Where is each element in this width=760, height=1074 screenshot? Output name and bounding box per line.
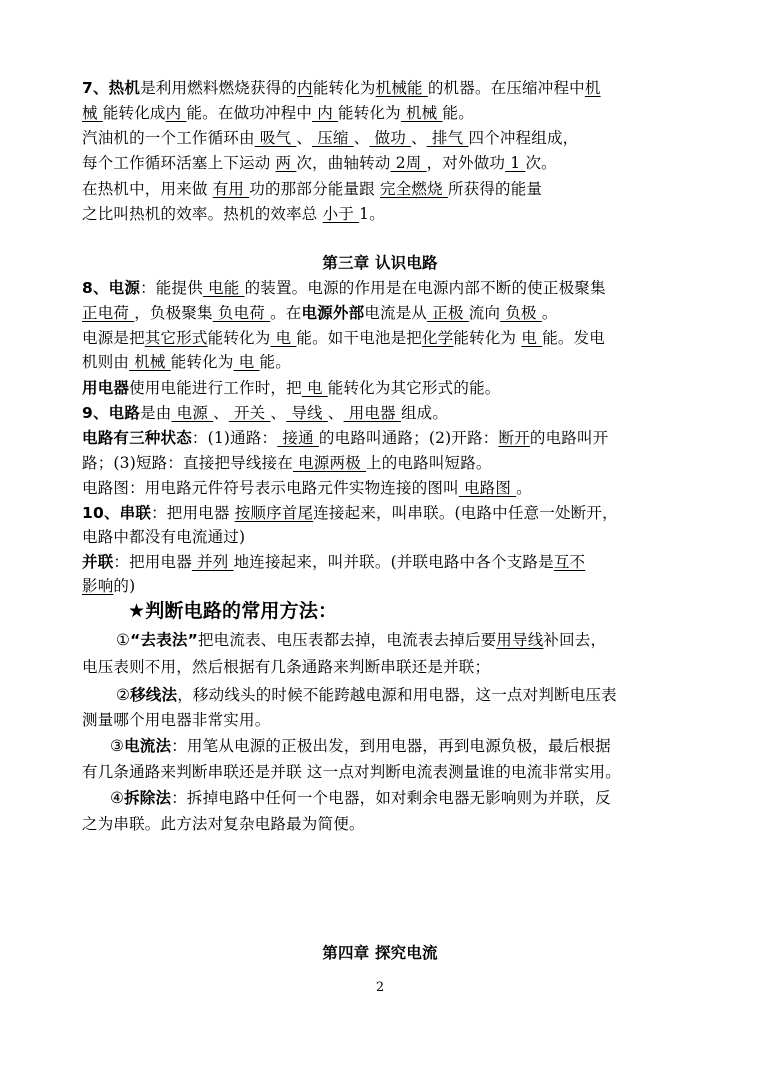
sec9-line1: 9、电路是由 电源 、 开关 、 导线 、 用电器 组成。: [82, 404, 449, 422]
blank-answer: 导线: [286, 404, 328, 422]
term-appliance: 用电器: [82, 379, 130, 397]
term-circuit: 9、电路: [82, 404, 141, 422]
blank-answer: 互不: [553, 553, 586, 571]
blank-answer: 影响: [82, 577, 114, 595]
method1-line1: ①“去表法”把电流表、电压表都去掉，电流表去掉后要用导线补回去，: [116, 631, 607, 649]
sec9-line3: 路；(3)短路：直接把导线接在 电源两极 上的电路叫短路。: [82, 454, 492, 472]
blank-answer: 正极: [427, 304, 469, 322]
method1-line2: 电压表则不用，然后根据有几条通路来判断串联还是并联；: [82, 658, 491, 676]
sec10-line3: 并联：把用电器 并列 地连接起来，叫并联。(并联电路中各个支路是互不: [82, 553, 586, 571]
blank-answer: 机: [584, 79, 601, 97]
blank-answer: 机械: [129, 353, 171, 371]
blank-answer: 断开: [498, 429, 530, 447]
sec9-line2: 电路有三种状态：(1)通路： 接通 的电路叫通路；(2)开路：断开的电路叫开: [82, 429, 609, 447]
blank-answer: 内: [165, 104, 187, 122]
blank-answer: 负电荷: [212, 304, 271, 322]
sec8-line4: 机则由 机械 能转化为 电 能。: [82, 353, 291, 371]
blank-answer: 开关: [228, 404, 271, 422]
method2-line2: 测量哪个用电器非常实用。: [82, 711, 271, 729]
sec8-line2: 正电荷 ，负极聚集 负电荷 。在电源外部电流是从 正极 流向 负极 。: [82, 304, 558, 322]
blank-answer: 正电荷: [82, 304, 135, 322]
blank-answer: 化学: [422, 329, 454, 347]
sec10-line4: 影响的): [82, 577, 136, 595]
chapter-4-title: 第四章 探究电流: [322, 944, 438, 962]
blank-answer: 1: [505, 154, 526, 172]
blank-answer: 压缩: [312, 129, 354, 147]
blank-answer: 两: [275, 154, 297, 172]
blank-answer: 接通: [277, 429, 319, 447]
sec7-line5: 在热机中，用来做 有用 功的那部分能量跟 完全燃烧 所获得的能量: [82, 180, 543, 198]
method3-line2: 有几条通路来判断串联还是并联 这一点对判断电流表测量谁的电流非常实用。: [82, 763, 621, 781]
sec10-line2: 电路中都没有电流通过): [82, 528, 246, 546]
blank-answer: 完全燃烧: [380, 180, 448, 198]
term-heat-engine: 7、热机: [82, 79, 141, 97]
methods-heading: ★判断电路的常用方法：: [128, 600, 338, 622]
blank-answer: 用导线: [496, 631, 544, 649]
blank-answer: 电: [270, 329, 297, 347]
blank-answer: 机械能: [375, 79, 428, 97]
sec7-line1: 7、热机是利用燃料燃烧获得的内能转化为机械能 的机器。在压缩冲程中机: [82, 79, 601, 97]
sec8-line3: 电源是把其它形式能转化为 电 能。如干电池是把化学能转化为 电 能。发电: [82, 329, 605, 347]
blank-answer: 小于: [322, 205, 360, 223]
sec7-line3: 汽油机的一个工作循环由 吸气 、 压缩 、 做功 、 排气 四个冲程组成，: [82, 129, 579, 147]
blank-answer: 有用: [212, 180, 250, 198]
term-series: 10、串联: [82, 504, 152, 522]
blank-answer: 电源两极: [292, 454, 367, 472]
sec9-line4: 电路图：用电路元件符号表示电路元件实物连接的图叫 电路图 。: [82, 479, 532, 497]
method3-line1: ③电流法：用笔从电源的正极出发，到用电器，再到电源负极，最后根据: [110, 737, 611, 755]
method4-line1: ④拆除法：拆掉电路中任何一个电器，如对剩余电器无影响则为并联，反: [110, 789, 611, 807]
blank-answer: 内: [312, 104, 339, 122]
blank-answer: 机械: [400, 104, 443, 122]
sec7-line6: 之比叫热机的效率。热机的效率总 小于 1。: [82, 205, 385, 223]
blank-answer: 电: [301, 379, 328, 397]
blank-answer: 电路图: [458, 479, 517, 497]
blank-answer: 内: [297, 79, 313, 97]
blank-answer: 负极: [500, 304, 542, 322]
sec8-line5: 用电器使用电能进行工作时，把 电 能转化为其它形式的能。: [82, 379, 501, 397]
blank-answer: 吸气: [254, 129, 297, 147]
blank-answer: 用电器: [343, 404, 401, 422]
blank-answer: 电源: [171, 404, 214, 422]
blank-answer: 2周: [390, 154, 427, 172]
blank-answer: 排气: [426, 129, 469, 147]
chapter-3-title: 第三章 认识电路: [322, 254, 438, 272]
sec8-line1: 8、电源：能提供 电能 的装置。电源的作用是在电源内部不断的使正极聚集: [82, 279, 606, 297]
sec7-line4: 每个工作循环活塞上下运动 两 次，曲轴转动 2周 ，对外做功 1 次。: [82, 154, 557, 172]
blank-answer: 并列: [191, 553, 234, 571]
page-number: 2: [375, 980, 385, 995]
blank-answer: 电: [521, 329, 543, 347]
method4-line2: 之为串联。此方法对复杂电路最为简便。: [82, 815, 365, 833]
blank-answer: 做功: [369, 129, 412, 147]
sec7-line2: 械 能转化成内 能。在做功冲程中 内 能转化为 机械 能。: [82, 104, 474, 122]
blank-answer: 按顺序首尾: [234, 504, 314, 522]
blank-answer: 电能: [202, 279, 245, 297]
method2-line1: ②移线法，移动线头的时候不能跨越电源和用电器，这一点对判断电压表: [116, 686, 617, 704]
blank-answer: 械: [82, 104, 103, 122]
blank-answer: 电: [233, 353, 260, 371]
sec10-line1: 10、串联：把用电器 按顺序首尾连接起来，叫串联。(电路中任意一处断开，: [82, 504, 618, 522]
term-power-source: 8、电源: [82, 279, 141, 297]
term-parallel: 并联: [82, 553, 114, 571]
blank-answer: 其它形式: [144, 329, 208, 347]
